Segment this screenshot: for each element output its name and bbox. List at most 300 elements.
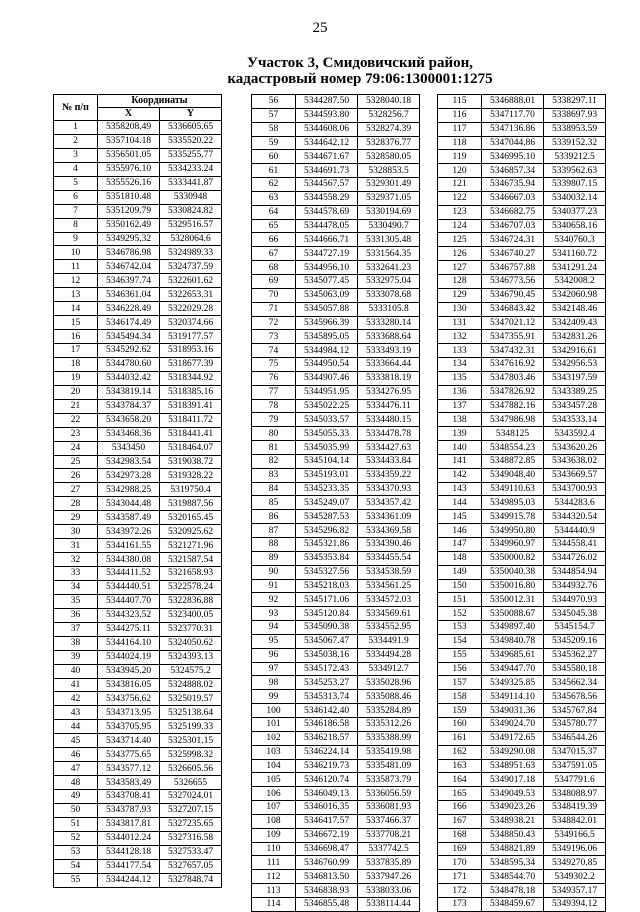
table-row bbox=[252, 385, 420, 399]
table-row bbox=[252, 302, 420, 316]
point-number: 109 bbox=[252, 828, 296, 842]
coord-y: 5318411.72 bbox=[160, 413, 222, 427]
coord-y: 5319038.72 bbox=[160, 455, 222, 469]
point-number: 38 bbox=[54, 636, 98, 650]
table-row bbox=[54, 385, 222, 399]
title-line-1: Участок 3, Смидовичский район, bbox=[246, 55, 473, 71]
coord-x: 5344956.10 bbox=[296, 261, 358, 275]
coord-y: 5324888.02 bbox=[160, 678, 222, 692]
coord-x: 5350012.31 bbox=[482, 593, 544, 607]
point-number: 98 bbox=[252, 676, 296, 690]
coord-x: 5344177.54 bbox=[98, 859, 160, 873]
table-row bbox=[252, 538, 420, 552]
table-row bbox=[54, 650, 222, 664]
page-title bbox=[0, 55, 640, 87]
point-number: 34 bbox=[54, 580, 98, 594]
table-row bbox=[438, 191, 606, 205]
table-row bbox=[252, 441, 420, 455]
point-number: 9 bbox=[54, 232, 98, 246]
table-row bbox=[54, 511, 222, 525]
coord-y: 5328256.7 bbox=[358, 108, 420, 122]
table-row bbox=[438, 773, 606, 787]
point-number: 138 bbox=[438, 413, 482, 427]
point-number: 156 bbox=[438, 662, 482, 676]
coord-y: 5341160.72 bbox=[544, 247, 606, 261]
coord-y: 5342148.46 bbox=[544, 302, 606, 316]
coord-x: 5343044.48 bbox=[98, 497, 160, 511]
table-row bbox=[54, 748, 222, 762]
coord-y: 5337708.21 bbox=[358, 828, 420, 842]
coord-x: 5343819.14 bbox=[98, 385, 160, 399]
coord-x: 5346672.19 bbox=[296, 828, 358, 842]
point-number: 82 bbox=[252, 454, 296, 468]
table-row bbox=[438, 897, 606, 911]
table-row bbox=[252, 634, 420, 648]
point-number: 66 bbox=[252, 233, 296, 247]
coord-x: 5346760.99 bbox=[296, 856, 358, 870]
point-number: 94 bbox=[252, 621, 296, 635]
coordinates-table-3 bbox=[437, 94, 606, 912]
coord-x: 5345353.84 bbox=[296, 551, 358, 565]
coord-x: 5346682.75 bbox=[482, 205, 544, 219]
coord-y: 5318391.41 bbox=[160, 399, 222, 413]
point-number: 19 bbox=[54, 371, 98, 385]
point-number: 53 bbox=[54, 845, 98, 859]
coord-x: 5346219.73 bbox=[296, 759, 358, 773]
coord-y: 5345154.7 bbox=[544, 621, 606, 635]
coord-x: 5344727.19 bbox=[296, 247, 358, 261]
coord-x: 5343450 bbox=[98, 441, 160, 455]
coord-y: 5337947.26 bbox=[358, 870, 420, 884]
point-number: 57 bbox=[252, 108, 296, 122]
coord-y: 5344932.76 bbox=[544, 579, 606, 593]
coord-y: 5342831.26 bbox=[544, 330, 606, 344]
table-row bbox=[438, 759, 606, 773]
coord-x: 5355976.10 bbox=[98, 162, 160, 176]
coord-y: 5345678.56 bbox=[544, 690, 606, 704]
point-number: 115 bbox=[438, 95, 482, 109]
coord-x: 5345249.07 bbox=[296, 496, 358, 510]
point-number: 43 bbox=[54, 706, 98, 720]
coord-y: 5347791.6 bbox=[544, 773, 606, 787]
point-number: 12 bbox=[54, 274, 98, 288]
coord-y: 5325019.57 bbox=[160, 692, 222, 706]
table-row bbox=[252, 662, 420, 676]
point-number: 129 bbox=[438, 288, 482, 302]
point-number: 60 bbox=[252, 150, 296, 164]
point-number: 88 bbox=[252, 538, 296, 552]
coord-x: 5345171.06 bbox=[296, 593, 358, 607]
point-number: 166 bbox=[438, 801, 482, 815]
table-row bbox=[438, 205, 606, 219]
point-number: 86 bbox=[252, 510, 296, 524]
coord-x: 5345022.25 bbox=[296, 399, 358, 413]
coord-y: 5327533.47 bbox=[160, 845, 222, 859]
table-row bbox=[54, 274, 222, 288]
coord-x: 5349290.08 bbox=[482, 745, 544, 759]
header-coordinates: Координаты bbox=[98, 95, 222, 108]
title-line-2: кадастровый номер 79:06:1300001:1275 bbox=[227, 71, 493, 87]
point-number: 131 bbox=[438, 316, 482, 330]
coord-y: 5349270.85 bbox=[544, 856, 606, 870]
table-row bbox=[54, 357, 222, 371]
point-number: 7 bbox=[54, 204, 98, 218]
point-number: 168 bbox=[438, 828, 482, 842]
coord-y: 5344970.93 bbox=[544, 593, 606, 607]
coord-y: 5344854.94 bbox=[544, 565, 606, 579]
coord-y: 5334480.15 bbox=[358, 413, 420, 427]
point-number: 24 bbox=[54, 441, 98, 455]
coord-x: 5343587.49 bbox=[98, 511, 160, 525]
point-number: 48 bbox=[54, 776, 98, 790]
table-row bbox=[252, 178, 420, 192]
coord-x: 5358208.49 bbox=[98, 121, 160, 135]
point-number: 81 bbox=[252, 441, 296, 455]
coord-y: 5328040.18 bbox=[358, 95, 420, 109]
table-row bbox=[54, 218, 222, 232]
coord-y: 5322578.24 bbox=[160, 580, 222, 594]
table-row bbox=[54, 455, 222, 469]
coord-y: 5323770.31 bbox=[160, 622, 222, 636]
table-row bbox=[54, 497, 222, 511]
point-number: 150 bbox=[438, 579, 482, 593]
coord-x: 5343708.41 bbox=[98, 790, 160, 804]
coord-x: 5349840.78 bbox=[482, 634, 544, 648]
point-number: 147 bbox=[438, 538, 482, 552]
point-number: 76 bbox=[252, 371, 296, 385]
table-row bbox=[54, 776, 222, 790]
coord-x: 5350088.67 bbox=[482, 607, 544, 621]
table-row bbox=[252, 164, 420, 178]
coord-y: 5330824.82 bbox=[160, 204, 222, 218]
table-row bbox=[252, 219, 420, 233]
coord-y: 5318385.16 bbox=[160, 385, 222, 399]
coord-x: 5344411.52 bbox=[98, 567, 160, 581]
table-row bbox=[252, 358, 420, 372]
coord-y: 5333493.19 bbox=[358, 344, 420, 358]
point-number: 164 bbox=[438, 773, 482, 787]
coord-x: 5343787.93 bbox=[98, 803, 160, 817]
coord-x: 5346790.45 bbox=[482, 288, 544, 302]
coord-y: 5334572.03 bbox=[358, 593, 420, 607]
coord-x: 5346361.04 bbox=[98, 288, 160, 302]
point-number: 169 bbox=[438, 842, 482, 856]
table-row bbox=[438, 468, 606, 482]
coord-x: 5343577.12 bbox=[98, 762, 160, 776]
point-number: 141 bbox=[438, 454, 482, 468]
coord-x: 5344032.42 bbox=[98, 371, 160, 385]
point-number: 50 bbox=[54, 803, 98, 817]
coord-x: 5346707.03 bbox=[482, 219, 544, 233]
coord-x: 5345966.39 bbox=[296, 316, 358, 330]
coord-x: 5348595.34 bbox=[482, 856, 544, 870]
coord-x: 5345193.01 bbox=[296, 468, 358, 482]
point-number: 87 bbox=[252, 524, 296, 538]
point-number: 65 bbox=[252, 219, 296, 233]
table-row bbox=[438, 219, 606, 233]
coord-x: 5345063.09 bbox=[296, 288, 358, 302]
point-number: 31 bbox=[54, 539, 98, 553]
coord-y: 5334476.11 bbox=[358, 399, 420, 413]
table-row bbox=[438, 330, 606, 344]
coord-y: 5319328.22 bbox=[160, 469, 222, 483]
coord-x: 5349950.80 bbox=[482, 524, 544, 538]
table-row bbox=[252, 261, 420, 275]
coord-y: 5329516.57 bbox=[160, 218, 222, 232]
coord-x: 5344984.12 bbox=[296, 344, 358, 358]
coord-y: 5343389.25 bbox=[544, 385, 606, 399]
coord-y: 5322601.62 bbox=[160, 274, 222, 288]
coord-y: 5337835.89 bbox=[358, 856, 420, 870]
coord-y: 5331564.35 bbox=[358, 247, 420, 261]
coord-y: 5322029.28 bbox=[160, 302, 222, 316]
point-number: 28 bbox=[54, 497, 98, 511]
table-row bbox=[54, 873, 222, 887]
coord-x: 5344128.18 bbox=[98, 845, 160, 859]
point-number: 171 bbox=[438, 870, 482, 884]
coord-x: 5345033.57 bbox=[296, 413, 358, 427]
table-row bbox=[54, 567, 222, 581]
point-number: 79 bbox=[252, 413, 296, 427]
coord-x: 5345327.56 bbox=[296, 565, 358, 579]
coord-y: 5335419.98 bbox=[358, 745, 420, 759]
point-number: 74 bbox=[252, 344, 296, 358]
coord-y: 5321658.93 bbox=[160, 567, 222, 581]
table-row bbox=[252, 773, 420, 787]
table-row bbox=[438, 648, 606, 662]
coord-x: 5349017.18 bbox=[482, 773, 544, 787]
coord-y: 5345045.38 bbox=[544, 607, 606, 621]
point-number: 154 bbox=[438, 634, 482, 648]
point-number: 46 bbox=[54, 748, 98, 762]
coord-y: 5336081.93 bbox=[358, 801, 420, 815]
coord-x: 5350162.49 bbox=[98, 218, 160, 232]
point-number: 6 bbox=[54, 190, 98, 204]
table-row bbox=[54, 441, 222, 455]
point-number: 155 bbox=[438, 648, 482, 662]
table-row bbox=[252, 870, 420, 884]
coord-y: 5334390.46 bbox=[358, 538, 420, 552]
coord-y: 5344320.54 bbox=[544, 510, 606, 524]
point-number: 145 bbox=[438, 510, 482, 524]
coord-x: 5346667.03 bbox=[482, 191, 544, 205]
coord-y: 5334433.84 bbox=[358, 454, 420, 468]
point-number: 32 bbox=[54, 553, 98, 567]
point-number: 44 bbox=[54, 720, 98, 734]
point-number: 107 bbox=[252, 801, 296, 815]
table-row bbox=[252, 247, 420, 261]
coord-x: 5344323.52 bbox=[98, 608, 160, 622]
coord-x: 5346843.42 bbox=[482, 302, 544, 316]
coord-y: 5337742.5 bbox=[358, 842, 420, 856]
coordinates-table-2 bbox=[251, 94, 420, 912]
coord-y: 5338114.44 bbox=[358, 897, 420, 911]
coord-y: 5348419.39 bbox=[544, 801, 606, 815]
table-row bbox=[252, 717, 420, 731]
point-number: 162 bbox=[438, 745, 482, 759]
point-number: 121 bbox=[438, 178, 482, 192]
page-number: 25 bbox=[312, 20, 328, 36]
table-row bbox=[54, 176, 222, 190]
point-number: 114 bbox=[252, 897, 296, 911]
coord-x: 5344578.69 bbox=[296, 205, 358, 219]
coord-y: 5330490.7 bbox=[358, 219, 420, 233]
coord-y: 5333818.19 bbox=[358, 371, 420, 385]
coord-x: 5344567.57 bbox=[296, 178, 358, 192]
table-row bbox=[252, 759, 420, 773]
coord-y: 5327316.58 bbox=[160, 831, 222, 845]
coord-y: 5349357.17 bbox=[544, 884, 606, 898]
coord-x: 5344012.24 bbox=[98, 831, 160, 845]
table-row bbox=[252, 551, 420, 565]
point-number: 30 bbox=[54, 525, 98, 539]
coord-x: 5346838.93 bbox=[296, 884, 358, 898]
coord-x: 5346888.01 bbox=[482, 95, 544, 109]
point-number: 134 bbox=[438, 358, 482, 372]
coord-y: 5327657.05 bbox=[160, 859, 222, 873]
coord-y: 5328064.6 bbox=[160, 232, 222, 246]
table-row bbox=[438, 164, 606, 178]
table-row bbox=[438, 302, 606, 316]
point-number: 3 bbox=[54, 148, 98, 162]
table-row bbox=[54, 134, 222, 148]
coord-y: 5334912.7 bbox=[358, 662, 420, 676]
table-row bbox=[54, 790, 222, 804]
coord-x: 5347136.86 bbox=[482, 122, 544, 136]
coord-y: 5335481.09 bbox=[358, 759, 420, 773]
coord-x: 5345172.43 bbox=[296, 662, 358, 676]
table-row bbox=[54, 190, 222, 204]
table-row bbox=[438, 136, 606, 150]
table-row bbox=[54, 720, 222, 734]
point-number: 77 bbox=[252, 385, 296, 399]
coord-x: 5350016.80 bbox=[482, 579, 544, 593]
table-row bbox=[438, 704, 606, 718]
coord-y: 5325199.33 bbox=[160, 720, 222, 734]
coord-y: 5328376.77 bbox=[358, 136, 420, 150]
point-number: 120 bbox=[438, 164, 482, 178]
point-number: 153 bbox=[438, 621, 482, 635]
coord-x: 5344593.80 bbox=[296, 108, 358, 122]
table-row bbox=[54, 288, 222, 302]
table-row bbox=[252, 108, 420, 122]
table-row bbox=[54, 344, 222, 358]
point-number: 16 bbox=[54, 330, 98, 344]
coord-y: 5321271.96 bbox=[160, 539, 222, 553]
table-row bbox=[252, 136, 420, 150]
coord-x: 5345218.03 bbox=[296, 579, 358, 593]
point-number: 105 bbox=[252, 773, 296, 787]
point-number: 42 bbox=[54, 692, 98, 706]
coord-x: 5349172.65 bbox=[482, 731, 544, 745]
table-row bbox=[438, 828, 606, 842]
point-number: 27 bbox=[54, 483, 98, 497]
coord-y: 5327235.65 bbox=[160, 817, 222, 831]
table-row bbox=[438, 399, 606, 413]
coord-x: 5343817.81 bbox=[98, 817, 160, 831]
point-number: 20 bbox=[54, 385, 98, 399]
coord-y: 5319887.56 bbox=[160, 497, 222, 511]
coord-y: 5333078.68 bbox=[358, 288, 420, 302]
table-row bbox=[252, 648, 420, 662]
coord-x: 5344287.50 bbox=[296, 95, 358, 109]
coord-y: 5320165.45 bbox=[160, 511, 222, 525]
point-number: 116 bbox=[438, 108, 482, 122]
coord-x: 5343945.20 bbox=[98, 664, 160, 678]
coord-x: 5343658.20 bbox=[98, 413, 160, 427]
table-row bbox=[438, 814, 606, 828]
coord-y: 5343700.93 bbox=[544, 482, 606, 496]
table-row bbox=[252, 787, 420, 801]
point-number: 13 bbox=[54, 288, 98, 302]
coord-x: 5344275.11 bbox=[98, 622, 160, 636]
point-number: 161 bbox=[438, 731, 482, 745]
point-number: 108 bbox=[252, 814, 296, 828]
coord-y: 5339562.63 bbox=[544, 164, 606, 178]
point-number: 122 bbox=[438, 191, 482, 205]
coord-y: 5327207.15 bbox=[160, 803, 222, 817]
point-number: 62 bbox=[252, 178, 296, 192]
coord-y: 5349166.5 bbox=[544, 828, 606, 842]
coord-y: 5329301.49 bbox=[358, 178, 420, 192]
table-row bbox=[252, 745, 420, 759]
coord-y: 5349196.06 bbox=[544, 842, 606, 856]
table-row bbox=[54, 845, 222, 859]
coord-x: 5344950.54 bbox=[296, 358, 358, 372]
table-row bbox=[438, 178, 606, 192]
coord-y: 5334359.22 bbox=[358, 468, 420, 482]
point-number: 61 bbox=[252, 164, 296, 178]
coord-x: 5344691.73 bbox=[296, 164, 358, 178]
coord-x: 5343775.65 bbox=[98, 748, 160, 762]
coord-x: 5349447.70 bbox=[482, 662, 544, 676]
coord-y: 5333280.14 bbox=[358, 316, 420, 330]
coord-x: 5345313.74 bbox=[296, 690, 358, 704]
coord-x: 5348459.67 bbox=[482, 897, 544, 911]
coord-x: 5346813.50 bbox=[296, 870, 358, 884]
table-row bbox=[438, 150, 606, 164]
point-number: 22 bbox=[54, 413, 98, 427]
point-number: 80 bbox=[252, 427, 296, 441]
coord-y: 5339152.32 bbox=[544, 136, 606, 150]
coord-x: 5355526.16 bbox=[98, 176, 160, 190]
coord-x: 5348821.89 bbox=[482, 842, 544, 856]
table-row bbox=[252, 371, 420, 385]
coord-y: 5322836.88 bbox=[160, 594, 222, 608]
coord-x: 5348938.21 bbox=[482, 814, 544, 828]
coord-y: 5324575.2 bbox=[160, 664, 222, 678]
coord-x: 5346174.49 bbox=[98, 316, 160, 330]
point-number: 163 bbox=[438, 759, 482, 773]
point-number: 63 bbox=[252, 191, 296, 205]
point-number: 25 bbox=[54, 455, 98, 469]
coord-y: 5329371.05 bbox=[358, 191, 420, 205]
table-row bbox=[252, 191, 420, 205]
coord-x: 5349897.40 bbox=[482, 621, 544, 635]
coord-x: 5346742.04 bbox=[98, 260, 160, 274]
point-number: 90 bbox=[252, 565, 296, 579]
point-number: 172 bbox=[438, 884, 482, 898]
point-number: 41 bbox=[54, 678, 98, 692]
coord-y: 5334357.42 bbox=[358, 496, 420, 510]
coord-y: 5337466.37 bbox=[358, 814, 420, 828]
coord-y: 5338697.93 bbox=[544, 108, 606, 122]
point-number: 127 bbox=[438, 261, 482, 275]
table-row bbox=[54, 553, 222, 567]
point-number: 45 bbox=[54, 734, 98, 748]
point-number: 123 bbox=[438, 205, 482, 219]
coord-y: 5325301.15 bbox=[160, 734, 222, 748]
